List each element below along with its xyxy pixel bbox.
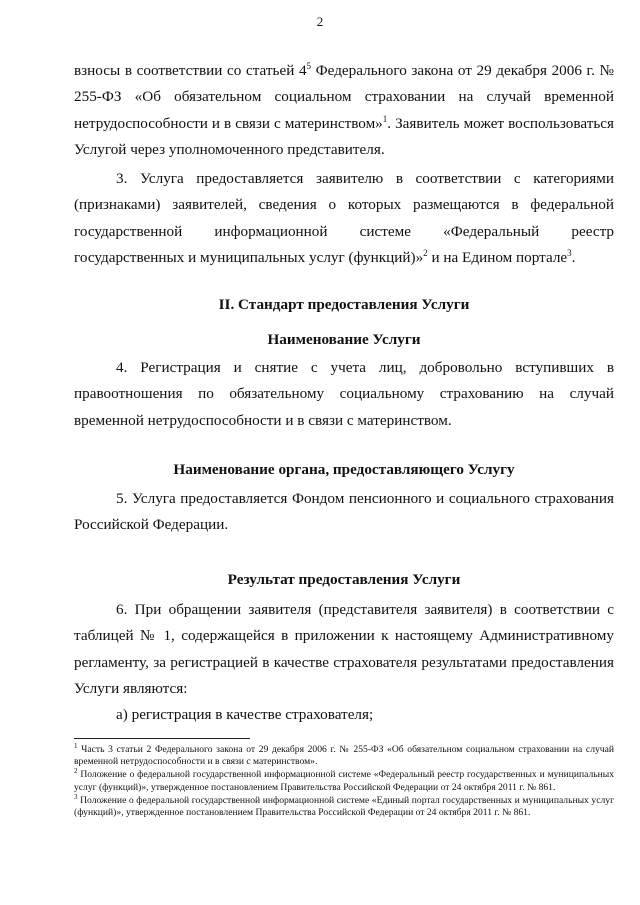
footnote-ref-5: 5 <box>306 60 312 71</box>
footnote-3: $^3$ Положение о федеральной государственной информационной системе «Единый портал государственных и муниципальных услуг (функций)», утвержденное постановлением Правительства Российской Федерации от 24 октября 2011 г. № 861. <box>74 792 614 819</box>
item-a: а) регистрация в качестве страхователя; <box>116 706 374 723</box>
paragraph-4: 4. Регистрация и снятие с учета лиц, добровольно вступивших в правоотношения по обязательному социальному страхованию на случай временной нетрудоспособности и в связи с материнством. <box>74 359 614 429</box>
organ-heading-block <box>74 457 614 483</box>
footnote-2: $^2$ Положение о федеральной государственной информационной системе «Федеральный реестр государственных и муниципальных услуг (функций)», утвержденное постановлением Правительства Российской Федерации от 24 октября 2011 г. № 861. <box>74 767 614 793</box>
footnote-1: $^1$ Часть 3 статьи 2 Федерального закона от 29 декабря 2006 г. № 255-ФЗ «Об обязательном социальном страховании на случай временной нетрудоспособности и в связи с материнством». <box>74 741 614 768</box>
service-name-heading: Наименование Услуги <box>267 331 421 348</box>
footnote-separator <box>74 738 250 739</box>
footnote-ref-1: 1 <box>382 113 388 124</box>
section-2-heading-block <box>74 292 614 318</box>
section-2-heading: II. Стандарт предоставления Услуги <box>218 296 470 313</box>
paragraph-6: 6. При обращении заявителя (представителя заявителя) в соответствии с таблицей № 1, содержащейся в приложении к настоящему Административному регламенту, за регистрацией в качестве страхователя результатами предоставления Услуги являются: <box>74 601 614 698</box>
footnote-ref-2: 2 <box>423 248 428 259</box>
paragraph-5: 5. Услуга предоставляется Фондом пенсионного и социального страхования Российской Федерации. <box>74 490 614 534</box>
continuation-text: взносы в соответствии со статьей $4^5$ Федерального закона от 29 декабря 2006 г. № 255-ФЗ «Об обязательном социальном страховании на случай временной нетрудоспособности и в связи с материнством»$^1$. Заявитель может воспользоваться Услугой через уполномоченного представителя. <box>74 60 614 159</box>
result-heading: Результат предоставления Услуги <box>227 571 461 588</box>
paragraph-3: 3. Услуга предоставляется заявителю в соответствии с категориями (признаками) заявителей, сведения о которых размещаются в федеральной государственной информационной системе «Федеральный реестр государственных и муниципальных услуг (функций)»$^2$ и на Едином портале$^3$. <box>74 170 614 267</box>
service-name-heading-block <box>74 327 614 353</box>
page-number: 2 <box>316 14 324 29</box>
footnotes <box>74 741 614 820</box>
result-heading-block <box>74 567 614 593</box>
organ-heading: Наименование органа, предоставляющего Услугу <box>173 461 515 478</box>
footnote-ref-3: 3 <box>567 248 572 259</box>
continuation-paragraph <box>74 58 614 164</box>
